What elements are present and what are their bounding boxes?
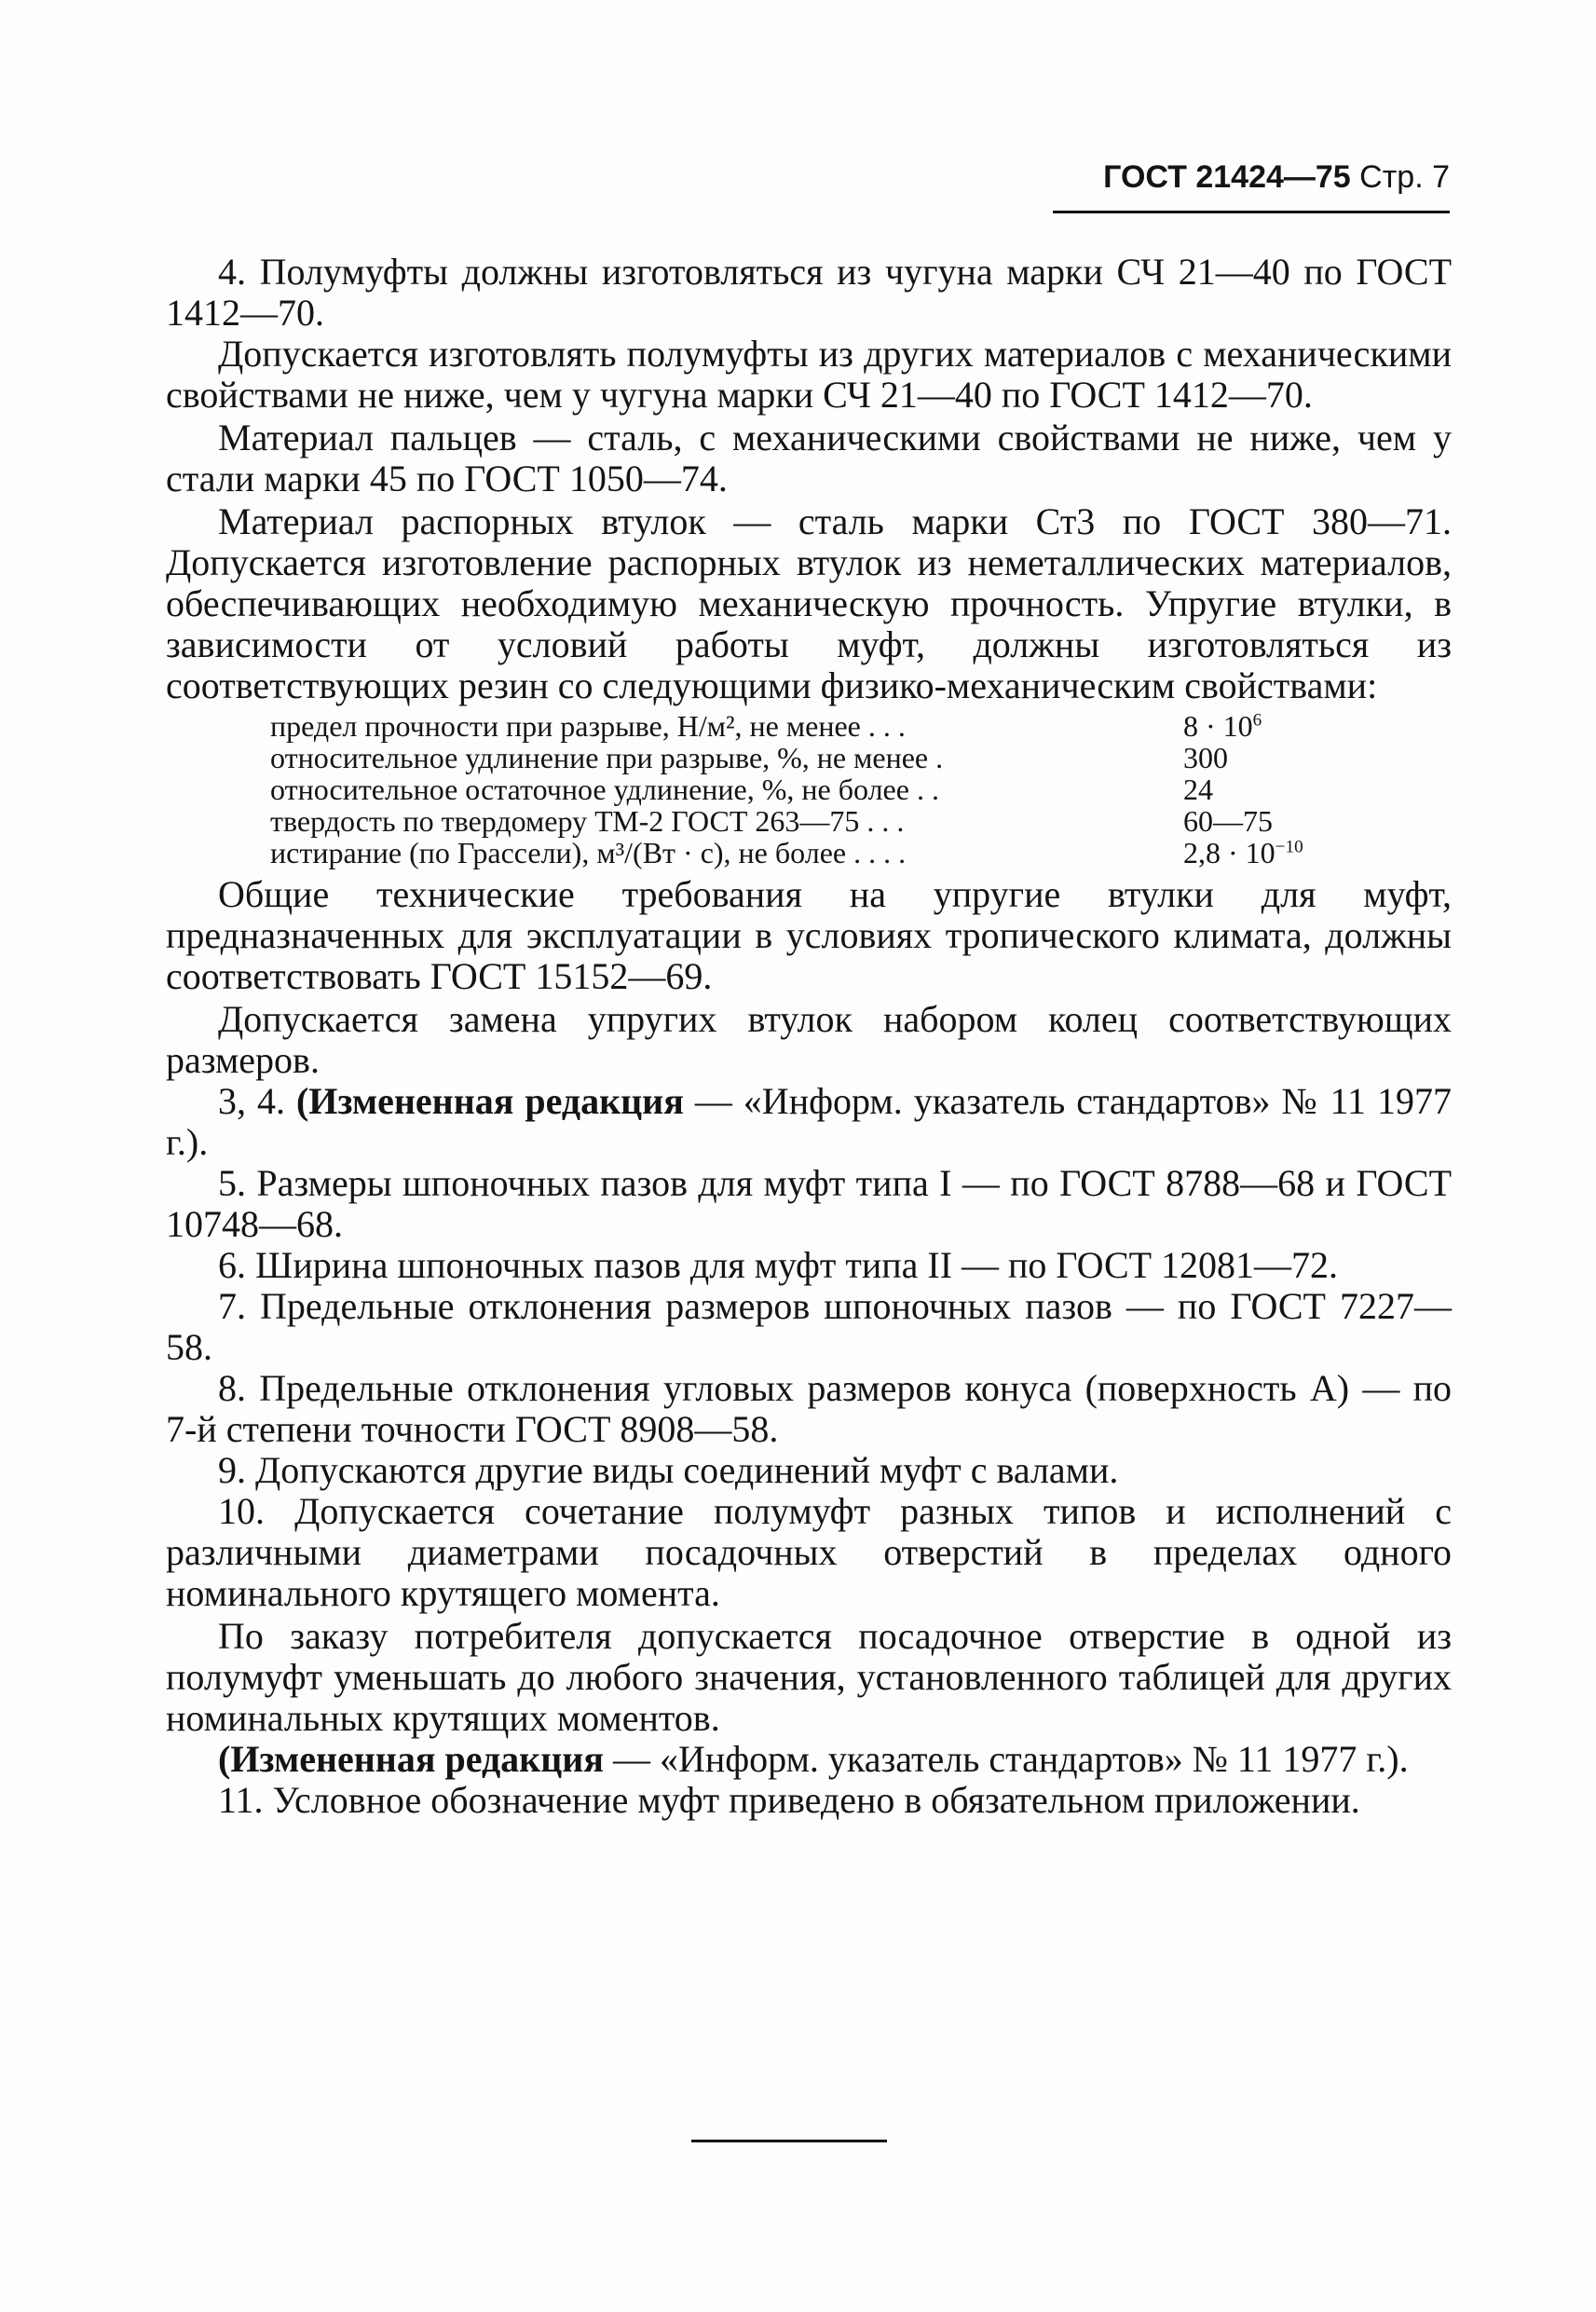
paragraph-10-order: По заказу потребителя допускается посадочное отверстие в одной из полумуфт уменьшать до любого значения, установленного таблицей для других номинальных крутящих моментов.	[166, 1615, 1452, 1739]
property-row	[270, 805, 1388, 837]
property-label: истирание (по Грассели), м³/(Вт · с), не более . . . .	[270, 836, 907, 869]
property-row	[270, 837, 1388, 869]
property-value: 300	[1183, 741, 1228, 774]
paragraph-4-pins: Материал пальцев — сталь, с механическими свойствами не ниже, чем у стали марки 45 по ГОСТ 1050—74.	[166, 417, 1452, 499]
property-label: твердость по твердомеру ТМ-2 ГОСТ 263—75 . . .	[270, 804, 905, 838]
amendment-note-2: (Измененная редакция — «Информ. указатель стандартов» № 11 1977 г.).	[218, 1738, 1409, 1780]
paragraph-11: 11. Условное обозначение муфт приведено в обязательном приложении.	[218, 1779, 1360, 1821]
page-header	[1053, 158, 1450, 213]
paragraph-rings: Допускается замена упругих втулок набором колец соответствующих размеров.	[166, 998, 1452, 1081]
paragraph-4-bushings: Материал распорных втулок — сталь марки Ст3 по ГОСТ 380—71. Допускается изготовление распорных втулок из неметаллических материалов, обеспечивающих необходимую механическую прочность. Упругие втулки, в зависимости от условий работы муфт, должны изготовляться из соответствующих резин со следующими физико-механическим свойствами:	[166, 500, 1452, 706]
paragraph-8: 8. Предельные отклонения угловых размеров конуса (поверхность А) — по 7-й степени точности ГОСТ 8908—58.	[166, 1367, 1452, 1450]
property-label: относительное остаточное удлинение, %, не более . .	[270, 773, 939, 806]
amendment-note-1: 3, 4. (Измененная редакция — «Информ. указатель стандартов» № 11 1977 г.).	[166, 1080, 1453, 1163]
properties-list	[270, 710, 1388, 869]
paragraph-9: 9. Допускаются другие виды соединений муфт с валами.	[218, 1449, 1119, 1491]
standard-code: ГОСТ 21424—75	[1103, 159, 1351, 195]
paragraph-7: 7. Предельные отклонения размеров шпоночных пазов — по ГОСТ 7227—58.	[166, 1285, 1452, 1368]
document-body	[166, 252, 1452, 1821]
paragraph-tropical: Общие технические требования на упругие втулки для муфт, предназначенных для эксплуатации в условиях тропического климата, должны соответствовать ГОСТ 15152—69.	[166, 873, 1452, 997]
property-row	[270, 742, 1388, 773]
property-value: $8 \cdot 10^6$	[1183, 709, 1262, 743]
paragraph-5: 5. Размеры шпоночных пазов для муфт типа I — по ГОСТ 8788—68 и ГОСТ 10748—68.	[166, 1162, 1452, 1245]
page-number: Стр. 7	[1359, 159, 1450, 195]
property-row	[270, 710, 1388, 742]
property-label: предел прочности при разрыве, Н/м², не менее . . .	[270, 709, 906, 743]
paragraph-4-materials: Допускается изготовлять полумуфты из других материалов с механическими свойствами не ниже, чем у чугуна марки СЧ 21—40 по ГОСТ 1412—70.	[166, 333, 1452, 416]
paragraph-10: 10. Допускается сочетание полумуфт разных типов и исполнений с различными диаметрами посадочных отверстий в пределах одного номинального крутящего момента.	[166, 1490, 1452, 1614]
property-value: $2,8 \cdot 10^{-10}$	[1183, 836, 1303, 869]
paragraph-4: 4. Полумуфты должны изготовляться из чугуна марки СЧ 21—40 по ГОСТ 1412—70.	[166, 251, 1452, 334]
footer-rule	[691, 2140, 887, 2142]
paragraph-6: 6. Ширина шпоночных пазов для муфт типа II — по ГОСТ 12081—72.	[218, 1244, 1339, 1286]
property-row	[270, 773, 1388, 805]
property-value: 24	[1183, 773, 1213, 806]
property-label: относительное удлинение при разрыве, %, не менее .	[270, 741, 944, 774]
property-value: 60—75	[1183, 804, 1273, 838]
